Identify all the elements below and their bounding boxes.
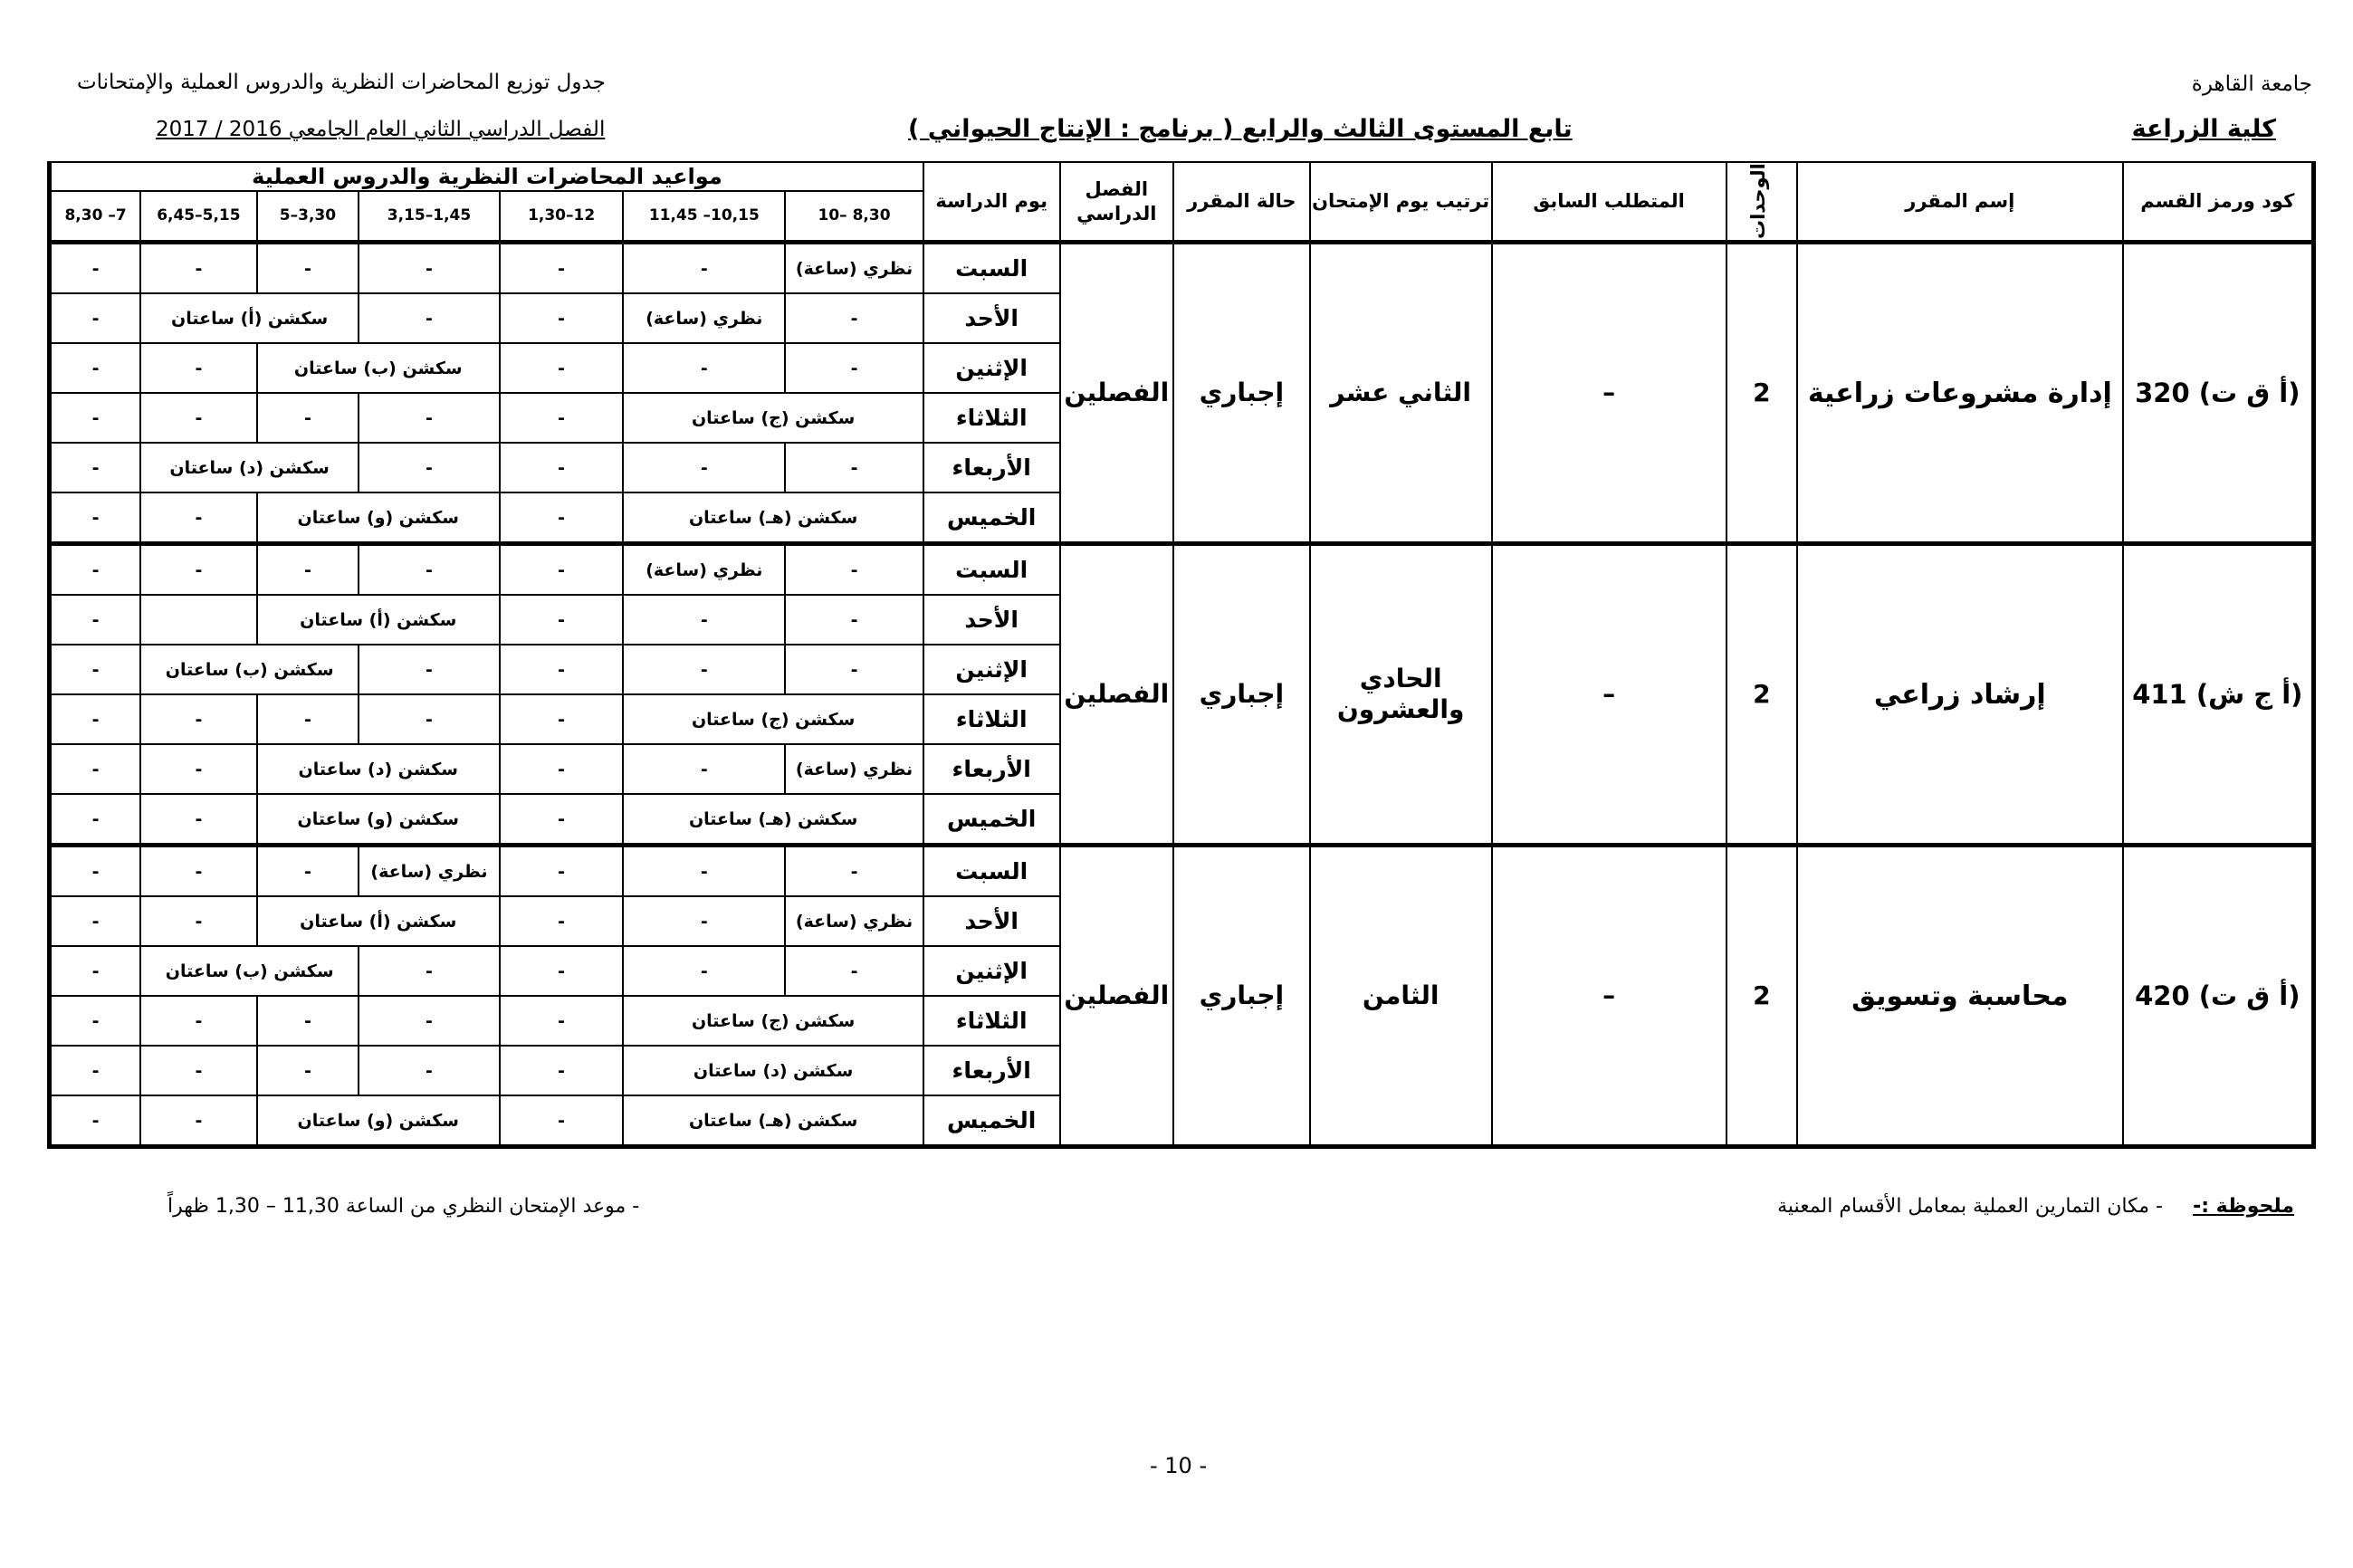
schedule-cell: -	[50, 946, 141, 996]
schedule-cell: سكشن (ج) ساعتان	[623, 694, 923, 744]
schedule-cell: -	[500, 996, 624, 1046]
schedule-cell: -	[140, 1046, 257, 1095]
schedule-cell: -	[50, 492, 141, 544]
schedule-cell: -	[623, 343, 785, 393]
schedule-cell: سكشن (هـ) ساعتان	[623, 794, 923, 846]
column-header-status: حالة المقرر	[1173, 162, 1310, 243]
schedule-cell: -	[140, 544, 257, 596]
schedule-cell: -	[500, 343, 624, 393]
day-cell: الأحد	[923, 293, 1060, 343]
course-prereq: –	[1492, 846, 1726, 1147]
schedule-cell: سكشن (هـ) ساعتان	[623, 492, 923, 544]
column-header-code: كود ورمز القسم	[2123, 162, 2314, 243]
day-cell: السبت	[923, 544, 1060, 596]
column-header-prereq: المتطلب السابق	[1492, 162, 1726, 243]
course-status: إجباري	[1173, 243, 1310, 544]
schedule-cell	[140, 595, 257, 645]
schedule-cell: سكشن (ب) ساعتان	[140, 645, 359, 694]
schedule-cell: -	[359, 243, 500, 294]
column-header-schedule-group: مواعيد المحاضرات النظرية والدروس العملية	[50, 162, 923, 191]
schedule-cell: -	[623, 946, 785, 996]
schedule-cell: -	[140, 846, 257, 897]
schedule-cell: سكشن (أ) ساعتان	[257, 595, 500, 645]
schedule-cell: -	[140, 794, 257, 846]
schedule-cell: سكشن (د) ساعتان	[140, 443, 359, 492]
schedule-cell: -	[140, 492, 257, 544]
schedule-cell: نظري (ساعة)	[785, 896, 923, 946]
day-cell: السبت	[923, 846, 1060, 897]
day-cell: الإثنين	[923, 946, 1060, 996]
course-status: إجباري	[1173, 846, 1310, 1147]
term-label: الفصل الدراسي الثاني العام الجامعي 2016 / 2017	[156, 118, 606, 141]
column-header-name: إسم المقرر	[1797, 162, 2123, 243]
day-cell: الثلاثاء	[923, 393, 1060, 443]
schedule-cell: -	[50, 694, 141, 744]
schedule-cell: -	[50, 645, 141, 694]
schedule-cell: -	[359, 393, 500, 443]
course-status: إجباري	[1173, 544, 1310, 846]
note-label: ملحوظة :-	[2193, 1195, 2294, 1218]
course-name: إرشاد زراعي	[1797, 544, 2123, 846]
schedule-cell: -	[140, 243, 257, 294]
schedule-cell: -	[359, 946, 500, 996]
course-units: 2	[1726, 243, 1797, 544]
schedule-cell: -	[623, 645, 785, 694]
course-exam-order: الحادي والعشرون	[1310, 544, 1492, 846]
schedule-cell: -	[359, 645, 500, 694]
schedule-cell: -	[500, 744, 624, 794]
day-cell: الأربعاء	[923, 744, 1060, 794]
schedule-row	[50, 243, 2314, 294]
course-exam-order: الثاني عشر	[1310, 243, 1492, 544]
schedule-cell: -	[50, 443, 141, 492]
schedule-cell: -	[359, 1046, 500, 1095]
course-exam-order: الثامن	[1310, 846, 1492, 1147]
schedule-cell: -	[500, 1095, 624, 1147]
schedule-cell: سكشن (هـ) ساعتان	[623, 1095, 923, 1147]
schedule-cell: سكشن (ج) ساعتان	[623, 393, 923, 443]
time-slot-header: 10,15– 11,45	[623, 191, 785, 243]
schedule-cell: سكشن (ب) ساعتان	[140, 946, 359, 996]
schedule-cell: -	[257, 243, 359, 294]
faculty-name: كلية الزراعة	[2131, 115, 2276, 143]
course-code: (أ ق ت) 320	[2123, 243, 2314, 544]
schedule-cell: -	[500, 393, 624, 443]
schedule-cell: -	[500, 293, 624, 343]
day-cell: الثلاثاء	[923, 694, 1060, 744]
schedule-cell: سكشن (و) ساعتان	[257, 794, 500, 846]
schedule-cell: سكشن (و) ساعتان	[257, 1095, 500, 1147]
schedule-cell: -	[359, 996, 500, 1046]
schedule-cell: -	[257, 996, 359, 1046]
course-units: 2	[1726, 846, 1797, 1147]
header-row-1	[50, 162, 2314, 191]
schedule-cell: -	[140, 896, 257, 946]
schedule-cell: نظري (ساعة)	[785, 243, 923, 294]
schedule-cell: -	[257, 1046, 359, 1095]
schedule-cell: -	[500, 946, 624, 996]
day-cell: الخميس	[923, 794, 1060, 846]
time-slot-header: 8,30 –10	[785, 191, 923, 243]
schedule-cell: -	[500, 694, 624, 744]
schedule-cell: -	[500, 794, 624, 846]
schedule-cell: -	[623, 243, 785, 294]
column-header-day: يوم الدراسة	[923, 162, 1060, 243]
schedule-cell: -	[785, 293, 923, 343]
schedule-cell: -	[50, 595, 141, 645]
day-cell: الأربعاء	[923, 1046, 1060, 1095]
day-cell: الخميس	[923, 492, 1060, 544]
schedule-cell: نظري (ساعة)	[623, 293, 785, 343]
schedule-cell: نظري (ساعة)	[623, 544, 785, 596]
university-name: جامعة القاهرة	[2191, 72, 2312, 96]
schedule-cell: -	[257, 393, 359, 443]
schedule-cell: -	[50, 896, 141, 946]
schedule-cell: -	[140, 694, 257, 744]
schedule-cell: سكشن (أ) ساعتان	[257, 896, 500, 946]
schedule-row	[50, 846, 2314, 897]
schedule-cell: -	[359, 293, 500, 343]
time-slot-header: 1,45–3,15	[359, 191, 500, 243]
schedule-cell: -	[257, 694, 359, 744]
schedule-cell: -	[50, 393, 141, 443]
schedule-cell: -	[785, 846, 923, 897]
course-semester: الفصلين	[1060, 544, 1174, 846]
schedule-cell: سكشن (و) ساعتان	[257, 492, 500, 544]
schedule-cell: -	[500, 492, 624, 544]
schedule-cell: -	[140, 393, 257, 443]
schedule-cell: -	[257, 544, 359, 596]
schedule-cell: -	[359, 544, 500, 596]
schedule-cell: -	[50, 293, 141, 343]
schedule-cell: -	[623, 846, 785, 897]
schedule-cell: -	[500, 1046, 624, 1095]
course-units: 2	[1726, 544, 1797, 846]
schedule-cell: -	[50, 846, 141, 897]
schedule-cell: -	[140, 1095, 257, 1147]
day-cell: السبت	[923, 243, 1060, 294]
schedule-cell: نظري (ساعة)	[359, 846, 500, 897]
schedule-cell: -	[623, 595, 785, 645]
schedule-cell: -	[50, 544, 141, 596]
schedule-cell: -	[50, 794, 141, 846]
schedule-cell: -	[785, 595, 923, 645]
day-cell: الإثنين	[923, 645, 1060, 694]
units-label: الوحدات	[1746, 163, 1769, 240]
schedule-cell: -	[50, 744, 141, 794]
schedule-cell: -	[257, 846, 359, 897]
schedule-cell: -	[785, 544, 923, 596]
schedule-cell: -	[50, 1095, 141, 1147]
column-header-exam-order: ترتيب يوم الإمتحان	[1310, 162, 1492, 243]
schedule-cell: -	[623, 744, 785, 794]
time-slot-header: 7– 8,30	[50, 191, 141, 243]
document-title: جدول توزيع المحاضرات النظرية والدروس العملية والإمتحانات	[77, 71, 606, 94]
schedule-cell: -	[500, 896, 624, 946]
schedule-cell: سكشن (ب) ساعتان	[257, 343, 500, 393]
course-prereq: –	[1492, 243, 1726, 544]
day-cell: الأحد	[923, 896, 1060, 946]
schedule-cell: سكشن (د) ساعتان	[257, 744, 500, 794]
schedule-cell: -	[359, 443, 500, 492]
note-lab-location: - مكان التمارين العملية بمعامل الأقسام المعنية	[1777, 1195, 2163, 1218]
course-code: (أ ق ت) 420	[2123, 846, 2314, 1147]
time-slot-header: 12–1,30	[500, 191, 624, 243]
schedule-cell: -	[623, 443, 785, 492]
schedule-cell: -	[785, 343, 923, 393]
schedule-row	[50, 544, 2314, 596]
time-slot-header: 3,30–5	[257, 191, 359, 243]
note-exam-time: - موعد الإمتحان النظري من الساعة 11,30 – 1,30 ظهراً	[167, 1195, 640, 1218]
day-cell: الثلاثاء	[923, 996, 1060, 1046]
schedule-cell: -	[785, 443, 923, 492]
schedule-cell: -	[50, 996, 141, 1046]
schedule-cell: -	[50, 343, 141, 393]
schedule-cell: -	[50, 243, 141, 294]
schedule-cell: -	[623, 896, 785, 946]
course-prereq: –	[1492, 544, 1726, 846]
schedule-cell: -	[785, 946, 923, 996]
page-number: - 10 -	[1150, 1453, 1208, 1478]
day-cell: الأربعاء	[923, 443, 1060, 492]
schedule-table	[47, 161, 2316, 1149]
column-header-units	[1726, 162, 1797, 243]
schedule-cell: -	[500, 846, 624, 897]
schedule-cell: -	[50, 1046, 141, 1095]
course-semester: الفصلين	[1060, 243, 1174, 544]
day-cell: الأحد	[923, 595, 1060, 645]
schedule-cell: سكشن (ج) ساعتان	[623, 996, 923, 1046]
time-slot-header: 5,15–6,45	[140, 191, 257, 243]
schedule-cell: -	[359, 694, 500, 744]
schedule-cell: -	[500, 443, 624, 492]
schedule-cell: -	[500, 645, 624, 694]
day-cell: الإثنين	[923, 343, 1060, 393]
schedule-cell: سكشن (أ) ساعتان	[140, 293, 359, 343]
course-semester: الفصلين	[1060, 846, 1174, 1147]
schedule-cell: -	[500, 544, 624, 596]
day-cell: الخميس	[923, 1095, 1060, 1147]
course-name: محاسبة وتسويق	[1797, 846, 2123, 1147]
schedule-cell: نظري (ساعة)	[785, 744, 923, 794]
schedule-cell: -	[500, 595, 624, 645]
schedule-cell: -	[140, 996, 257, 1046]
schedule-cell: -	[500, 243, 624, 294]
program-label: تابع المستوى الثالث والرابع ( برنامج : الإنتاج الحيواني )	[908, 115, 1573, 143]
schedule-cell: -	[140, 744, 257, 794]
course-name: إدارة مشروعات زراعية	[1797, 243, 2123, 544]
course-code: (أ ج ش) 411	[2123, 544, 2314, 846]
column-header-semester: الفصل الدراسي	[1060, 162, 1174, 243]
schedule-cell: -	[785, 645, 923, 694]
schedule-cell: -	[140, 343, 257, 393]
schedule-cell: سكشن (د) ساعتان	[623, 1046, 923, 1095]
